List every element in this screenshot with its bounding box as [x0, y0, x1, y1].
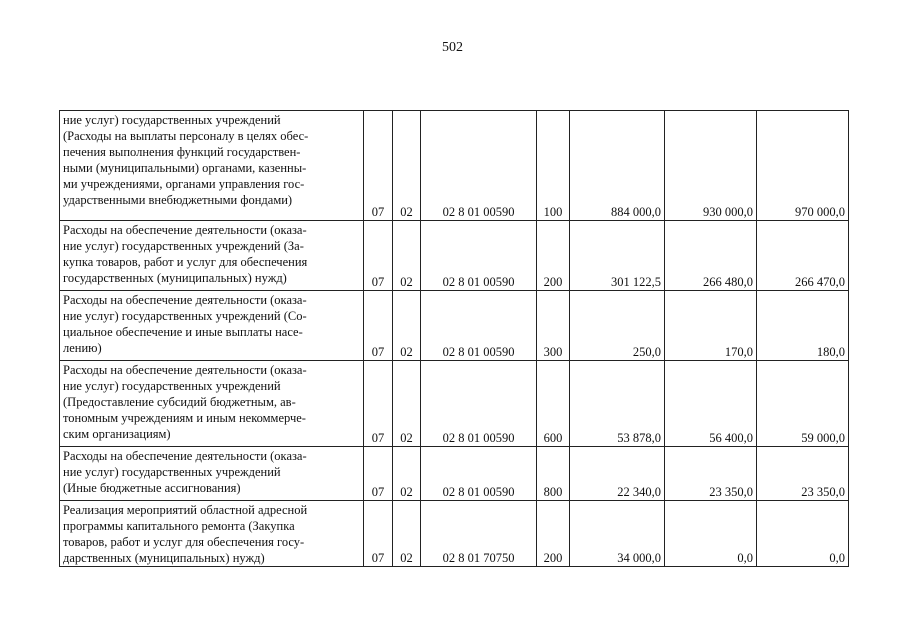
description-line: ским организациям) — [63, 427, 171, 441]
description-cell — [60, 361, 364, 447]
description-line: ние услуг) государственных учреждений — [63, 465, 281, 479]
subsection-cell: 02 — [393, 501, 421, 567]
description-cell — [60, 111, 364, 221]
description-line: ными (муниципальными) органами, казенны- — [63, 161, 307, 175]
subsection-cell: 02 — [393, 291, 421, 361]
description-line: программы капитального ремонта (Закупка — [63, 519, 295, 533]
description-line: ние услуг) государственных учреждений (За- — [63, 239, 304, 253]
description-line: ударственными внебюджетными фондами) — [63, 193, 293, 207]
description-line: ми учреждениями, органами управления гос- — [63, 177, 305, 191]
expense-type-cell: 300 — [537, 291, 570, 361]
description-line: печения выполнения функций государствен- — [63, 145, 301, 159]
description-line: Расходы на обеспечение деятельности (оказа- — [63, 293, 307, 307]
section-cell: 07 — [364, 221, 393, 291]
description-line: дарственных (муниципальных) нужд) — [63, 551, 265, 565]
amount-2-cell: 266 480,0 — [665, 221, 757, 291]
subsection-cell: 02 — [393, 221, 421, 291]
table-body — [60, 111, 849, 567]
description-line: купка товаров, работ и услуг для обеспечения — [63, 255, 308, 269]
description-line: (Иные бюджетные ассигнования) — [63, 481, 241, 495]
amount-2-cell: 930 000,0 — [665, 111, 757, 221]
table-row — [60, 291, 849, 361]
target-article-cell: 02 8 01 00590 — [421, 111, 537, 221]
expense-type-cell: 200 — [537, 221, 570, 291]
table-row — [60, 447, 849, 501]
target-article-cell: 02 8 01 00590 — [421, 291, 537, 361]
description-line: государственных (муниципальных) нужд) — [63, 271, 287, 285]
amount-1-cell: 301 122,5 — [570, 221, 665, 291]
amount-3-cell: 266 470,0 — [757, 221, 849, 291]
budget-table — [59, 110, 849, 567]
description-line: (Предоставление субсидий бюджетным, ав- — [63, 395, 296, 409]
description-line: ние услуг) государственных учреждений (Со- — [63, 309, 307, 323]
description-line: циальное обеспечение и иные выплаты насе- — [63, 325, 303, 339]
expense-type-cell: 100 — [537, 111, 570, 221]
subsection-cell: 02 — [393, 111, 421, 221]
target-article-cell: 02 8 01 00590 — [421, 447, 537, 501]
description-line: (Расходы на выплаты персоналу в целях обес- — [63, 129, 309, 143]
description-line: ние услуг) государственных учреждений — [63, 113, 281, 127]
amount-3-cell: 970 000,0 — [757, 111, 849, 221]
description-line: лению) — [63, 341, 102, 355]
description-line: товаров, работ и услуг для обеспечения госу- — [63, 535, 305, 549]
amount-1-cell: 884 000,0 — [570, 111, 665, 221]
amount-3-cell: 180,0 — [757, 291, 849, 361]
target-article-cell: 02 8 01 00590 — [421, 361, 537, 447]
description-line: тономным учреждениям и иным некоммерче- — [63, 411, 306, 425]
page-number: 502 — [442, 40, 463, 55]
section-cell: 07 — [364, 111, 393, 221]
table-row — [60, 361, 849, 447]
section-cell: 07 — [364, 291, 393, 361]
expense-type-cell: 600 — [537, 361, 570, 447]
amount-2-cell: 23 350,0 — [665, 447, 757, 501]
table-row — [60, 221, 849, 291]
target-article-cell: 02 8 01 00590 — [421, 221, 537, 291]
subsection-cell: 02 — [393, 447, 421, 501]
expense-type-cell: 800 — [537, 447, 570, 501]
description-cell — [60, 447, 364, 501]
section-cell: 07 — [364, 361, 393, 447]
amount-1-cell: 250,0 — [570, 291, 665, 361]
description-line: Расходы на обеспечение деятельности (оказа- — [63, 449, 307, 463]
amount-2-cell: 170,0 — [665, 291, 757, 361]
target-article-cell: 02 8 01 70750 — [421, 501, 537, 567]
table-row — [60, 501, 849, 567]
amount-3-cell: 59 000,0 — [757, 361, 849, 447]
section-cell: 07 — [364, 447, 393, 501]
description-line: Расходы на обеспечение деятельности (оказа- — [63, 363, 307, 377]
description-cell — [60, 291, 364, 361]
description-line: ние услуг) государственных учреждений — [63, 379, 281, 393]
description-cell — [60, 221, 364, 291]
amount-3-cell: 23 350,0 — [757, 447, 849, 501]
section-cell: 07 — [364, 501, 393, 567]
subsection-cell: 02 — [393, 361, 421, 447]
amount-2-cell: 56 400,0 — [665, 361, 757, 447]
amount-3-cell: 0,0 — [757, 501, 849, 567]
description-line: Расходы на обеспечение деятельности (оказа- — [63, 223, 307, 237]
expense-type-cell: 200 — [537, 501, 570, 567]
description-cell — [60, 501, 364, 567]
amount-2-cell: 0,0 — [665, 501, 757, 567]
description-line: Реализация мероприятий областной адресной — [63, 503, 308, 517]
amount-1-cell: 34 000,0 — [570, 501, 665, 567]
table-row — [60, 111, 849, 221]
amount-1-cell: 53 878,0 — [570, 361, 665, 447]
amount-1-cell: 22 340,0 — [570, 447, 665, 501]
